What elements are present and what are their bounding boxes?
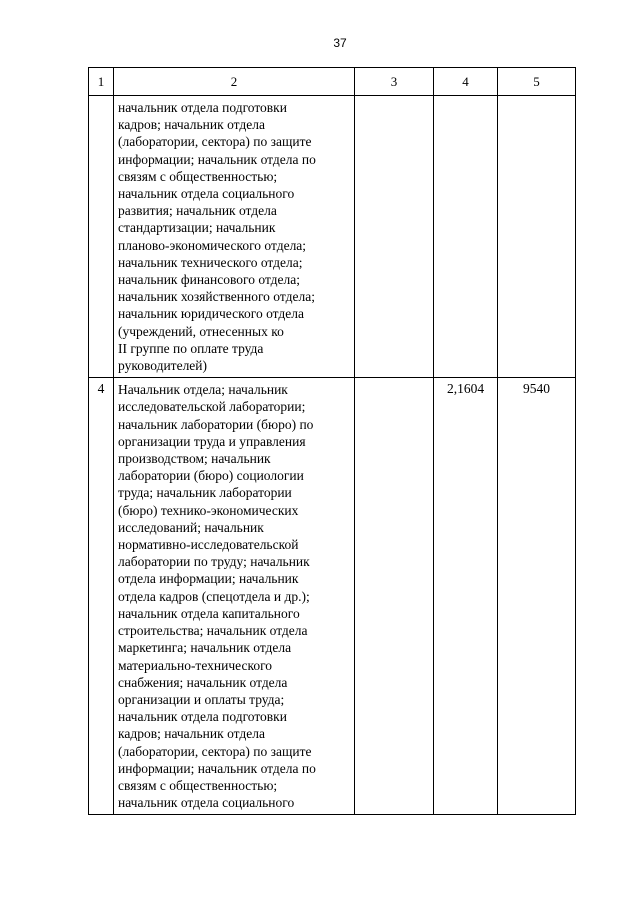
table-header-row xyxy=(89,68,576,96)
row-number: 4 xyxy=(89,378,114,815)
value-col4 xyxy=(434,96,498,378)
text-line: отдела информации; начальник xyxy=(118,571,299,587)
text-line: организации труда и управления xyxy=(118,433,306,449)
header-col-1: 1 xyxy=(89,68,114,96)
text-line: производством; начальник xyxy=(118,451,271,467)
text-line: труда; начальник лаборатории xyxy=(118,485,292,501)
table-row xyxy=(89,96,576,378)
text-line: (бюро) технико-экономических xyxy=(118,502,299,518)
header-col-3: 3 xyxy=(355,68,434,96)
text-line: информации; начальник отдела по xyxy=(118,760,316,776)
text-line: начальник отдела капитального xyxy=(118,605,300,621)
row-number xyxy=(89,96,114,378)
value-col3 xyxy=(355,378,434,815)
table-row xyxy=(89,378,576,815)
text-line: начальник финансового отдела; xyxy=(118,272,300,288)
text-line: начальник хозяйственного отдела; xyxy=(118,289,315,305)
value-col3 xyxy=(355,96,434,378)
text-line: начальник отдела подготовки xyxy=(118,709,287,725)
text-line: организации и оплаты труда; xyxy=(118,691,285,707)
text-line: снабжения; начальник отдела xyxy=(118,674,288,690)
text-line: (лаборатории, сектора) по защите xyxy=(118,743,312,759)
text-line: строительства; начальник отдела xyxy=(118,623,308,639)
text-line: стандартизации; начальник xyxy=(118,220,276,236)
text-line: информации; начальник отдела по xyxy=(118,151,316,167)
text-line: развития; начальник отдела xyxy=(118,203,277,219)
text-line: планово-экономического отдела; xyxy=(118,237,307,253)
text-line: лаборатории (бюро) социологии xyxy=(118,468,304,484)
text-line: кадров; начальник отдела xyxy=(118,726,265,742)
text-line: отдела кадров (спецотдела и др.); xyxy=(118,588,310,604)
value-col5: 9540 xyxy=(498,378,576,815)
text-line: начальник отдела социального xyxy=(118,186,295,202)
header-col-2: 2 xyxy=(114,68,355,96)
text-line: начальник технического отдела; xyxy=(118,254,303,270)
text-line: исследований; начальник xyxy=(118,519,264,535)
text-line: кадров; начальник отдела xyxy=(118,117,265,133)
text-line: начальник лаборатории (бюро) по xyxy=(118,416,314,432)
text-line: Начальник отдела; начальник xyxy=(118,382,288,398)
text-line: руководителей) xyxy=(118,358,208,374)
text-line: связям с общественностью; xyxy=(118,777,278,793)
page-number: 37 xyxy=(333,36,347,50)
position-titles xyxy=(114,96,355,378)
header-col-4: 4 xyxy=(434,68,498,96)
salary-table xyxy=(88,67,576,815)
text-line: (учреждений, отнесенных ко xyxy=(118,323,284,339)
text-line: II группе по оплате труда xyxy=(118,340,264,356)
text-line: начальник отдела подготовки xyxy=(118,100,287,115)
text-line: материально-технического xyxy=(118,657,273,673)
position-titles xyxy=(114,378,355,815)
text-line: нормативно-исследовательской xyxy=(118,537,299,553)
header-col-5: 5 xyxy=(498,68,576,96)
text-line: (лаборатории, сектора) по защите xyxy=(118,134,312,150)
text-line: начальник юридического отдела xyxy=(118,306,304,322)
text-line: связям с общественностью; xyxy=(118,168,278,184)
text-line: маркетинга; начальник отдела xyxy=(118,640,292,656)
text-line: начальник отдела социального xyxy=(118,795,295,811)
value-col4: 2,1604 xyxy=(434,378,498,815)
value-col5 xyxy=(498,96,576,378)
text-line: лаборатории по труду; начальник xyxy=(118,554,310,570)
text-line: исследовательской лаборатории; xyxy=(118,399,306,415)
